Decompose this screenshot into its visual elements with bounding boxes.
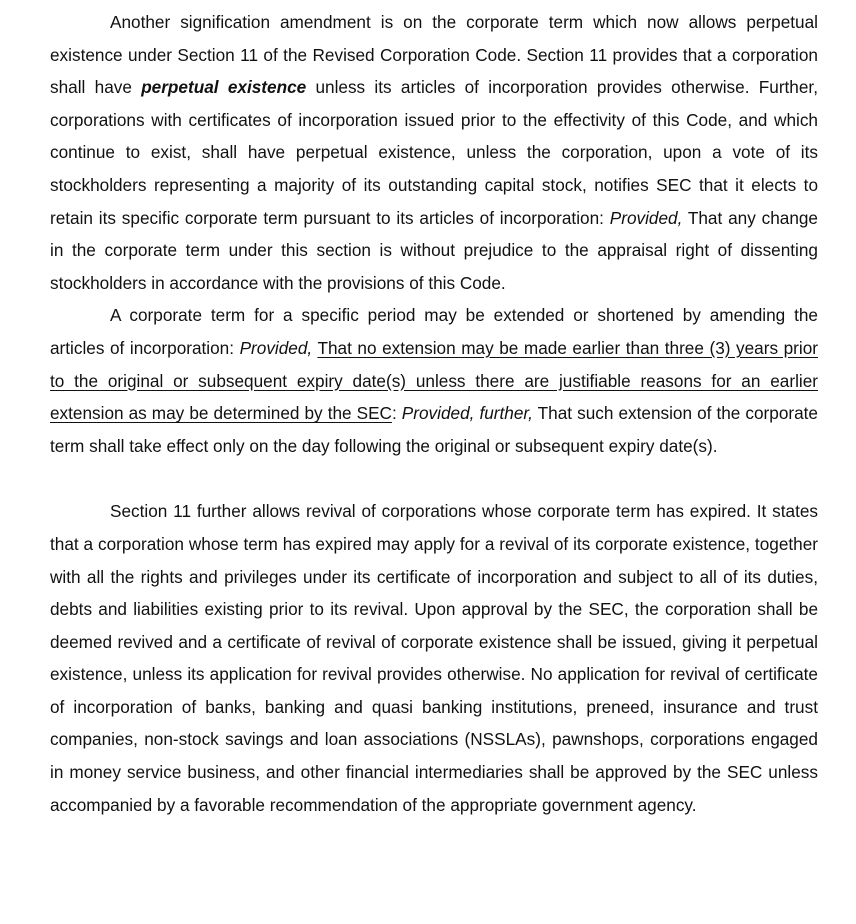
p1-text-a: Another signification amendment is on the corporate term which now allows perpetual existence under Section 11 of the Revised Corporation Code. Section 11 provides that a corporation shall have — [50, 12, 818, 98]
p1-proviso: Provided, — [609, 207, 683, 228]
p1-emphasis-perpetual-existence: perpetual existence — [141, 77, 307, 98]
p1-text-c: That any change in the corporate term under this section is without prejudice to the appraisal right of dissenting stockholders in accordance with the provisions of this Code. — [50, 207, 818, 293]
p2-text-a: A corporate term for a specific period may be extended or shortened by amending the articles of incorporation: — [50, 305, 818, 358]
p2-colon: : — [391, 403, 402, 424]
paragraph-revival: Section 11 further allows revival of corporations whose corporate term has expired. It states that a corporation whose term has expired may apply for a revival of its corporate existence, together with all the rights and privileges under its certificate of incorporation and subject to all of its duties, debts and liabilities existing prior to its revival. Upon approval by the SEC, the corporation shall be deemed revived and a certificate of revival of corporate existence shall be issued, giving it perpetual existence, unless its application for revival provides otherwise. No application for revival of certificate of incorporation of banks, banking and quasi banking institutions, preneed, insurance and trust companies, non-stock savings and loan associations (NSSLAs), pawnshops, corporations engaged in money service business, and other financial intermediaries shall be approved by the SEC unless accompanied by a favorable recommendation of the appropriate government agency. — [50, 501, 818, 815]
p1-text-b: unless its articles of incorporation provides otherwise. Further, corporations with certificates of incorporation issued prior to the effectivity of this Code, and which continue to exist, shall have perpetual existence, unless the corporation, upon a vote of its stockholders representing a majority of its outstanding capital stock, notifies SEC that it elects to retain its specific corporate term pursuant to its articles of incorporation: — [50, 77, 818, 228]
p2-underlined-clause: That no extension may be made earlier than three (3) years prior to the original or subsequent expiry date(s) unless there are justifiable reasons for an earlier extension as may be determined by the SEC — [50, 337, 818, 424]
paragraph-perpetual-existence — [50, 6, 818, 299]
p2-proviso-further: Provided, further, — [401, 403, 533, 424]
paragraph-spacer — [50, 462, 818, 495]
paragraph-corporate-term-extension — [50, 299, 818, 462]
p2-text-b: That such extension of the corporate term shall take effect only on the day following the original or subsequent expiry date(s). — [50, 403, 818, 456]
p2-proviso: Provided, — [239, 337, 313, 358]
